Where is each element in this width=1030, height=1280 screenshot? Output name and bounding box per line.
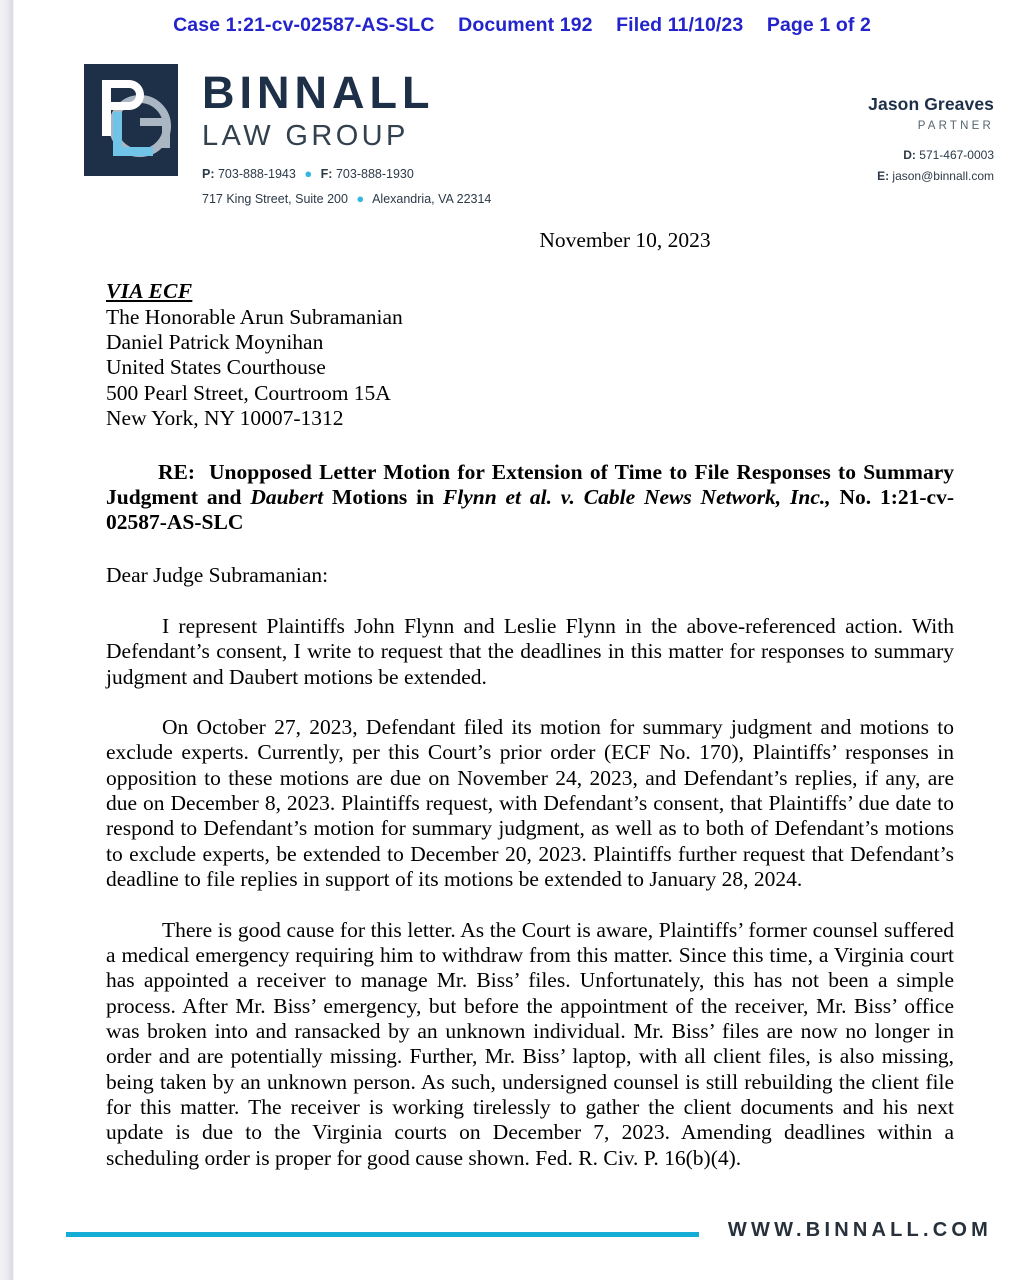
recipient-line: United States Courthouse <box>106 355 326 380</box>
re-subject-line <box>106 460 954 536</box>
firm-phone-line <box>202 167 491 181</box>
salutation: Dear Judge Subramanian: <box>106 562 329 587</box>
attorney-contact-block <box>868 96 994 182</box>
footer-website-url: WWW.BINNALL.COM <box>727 1219 992 1241</box>
firm-city-state-zip: Alexandria, VA 22314 <box>372 191 492 206</box>
recipient-line: New York, NY 10007-1312 <box>106 406 344 431</box>
ecf-document-number: Document 192 <box>458 14 593 36</box>
body-paragraph: There is good cause for this letter. As the Court is aware, Plaintiffs’ former counsel suffered a medical emergency requiring him to withdraw from this matter. Since this time, a Virginia court has appointed a receiver to manage Mr. Biss’ files. Unfortunately, this has not been a simple process. After Mr. Biss’ emergency, but before the appointment of the receiver, Mr. Biss’ office was broken into and ransacked by an unknown individual. Mr. Biss’ files are now no longer in order and are potentially missing. Further, Mr. Biss’ laptop, with all client files, is also missing, being taken by an unknown person. As such, undersigned counsel is still rebuilding the client file for this matter. The receiver is working tirelessly to gather the client documents and his next update is due to the Virginia courts on December 7, 2023. Amending deadlines within a scheduling order is proper for good cause shown. Fed. R. Civ. P. 16(b)(4). <box>106 917 954 1170</box>
attorney-name: Jason Greaves <box>868 94 994 114</box>
re-case-caption: Flynn et al. v. Cable News Network, Inc., <box>442 484 831 509</box>
attorney-direct-line <box>868 149 994 161</box>
re-text-part-3: No. 1:21-cv-02587-AS-SLC <box>106 484 954 535</box>
firm-wordmark <box>202 67 492 206</box>
re-text-part-2: Motions in <box>323 484 443 509</box>
email-address: jason@binnall.com <box>892 169 994 183</box>
re-text-part-1: Unopposed Letter Motion for Extension of Time to File Responses to Summary Judgment and <box>106 459 954 509</box>
ecf-filing-stamp <box>14 14 1030 37</box>
attorney-title: PARTNER <box>917 119 994 132</box>
binnall-logo-icon <box>84 64 178 176</box>
direct-label: D: <box>903 148 916 162</box>
bullet-separator-icon: ● <box>304 166 313 181</box>
phone-number: 703-888-1943 <box>217 167 296 181</box>
firm-subtitle: LAW GROUP <box>202 120 409 152</box>
email-label: E: <box>877 169 890 183</box>
ecf-filed-date: Filed 11/10/23 <box>616 14 744 36</box>
ecf-case-number: Case 1:21-cv-02587-AS-SLC <box>173 14 435 36</box>
recipient-line: 500 Pearl Street, Courtroom 15A <box>106 380 391 405</box>
page-left-gutter <box>0 0 14 1280</box>
fax-number: 703-888-1930 <box>335 167 414 181</box>
body-paragraph: I represent Plaintiffs John Flynn and Leslie Flynn in the above-referenced action. With Defendant’s consent, I write to request that the deadlines in this matter for responses to summary judgment and Daubert motions be extended. <box>106 613 954 689</box>
letter-date: November 10, 2023 <box>539 228 711 252</box>
firm-street-address: 717 King Street, Suite 200 <box>202 191 348 206</box>
ecf-page-number: Page 1 of 2 <box>766 14 871 36</box>
phone-label: P: <box>202 167 215 181</box>
body-paragraph: On October 27, 2023, Defendant filed its motion for summary judgment and motions to exclude experts. Currently, per this Court’s prior order (ECF No. 170), Plaintiffs’ responses in opposition to these motions are due on November 24, 2023, and Defendant’s replies, if any, are due on December 8, 2023. Plaintiffs request, with Defendant’s consent, that Plaintiffs’ due date to respond to Defendant’s motion for summary judgment, as well as to both of Defendant’s motions to exclude experts, be extended to December 20, 2023. Plaintiffs further request that Defendant’s deadline to file replies in support of its motions be extended to January 28, 2024. <box>106 715 954 892</box>
letterhead <box>14 62 1030 206</box>
recipient-address-block <box>106 279 954 431</box>
document-page <box>14 0 1030 1280</box>
firm-address-line <box>202 192 491 206</box>
re-case-term: Daubert <box>250 484 324 509</box>
fax-label: F: <box>320 167 333 181</box>
letter-body <box>106 228 954 1171</box>
page-footer <box>14 1218 1030 1248</box>
recipient-line: Daniel Patrick Moynihan <box>106 330 324 355</box>
re-label: RE: <box>158 459 196 484</box>
bullet-separator-icon: ● <box>356 190 365 206</box>
via-ecf-label: VIA ECF <box>106 279 193 304</box>
footer-rule-divider <box>66 1232 699 1237</box>
attorney-email-line <box>868 170 994 182</box>
recipient-line: The Honorable Arun Subramanian <box>106 304 403 329</box>
firm-name: BINNALL <box>202 67 435 118</box>
direct-number: 571-467-0003 <box>919 148 994 162</box>
